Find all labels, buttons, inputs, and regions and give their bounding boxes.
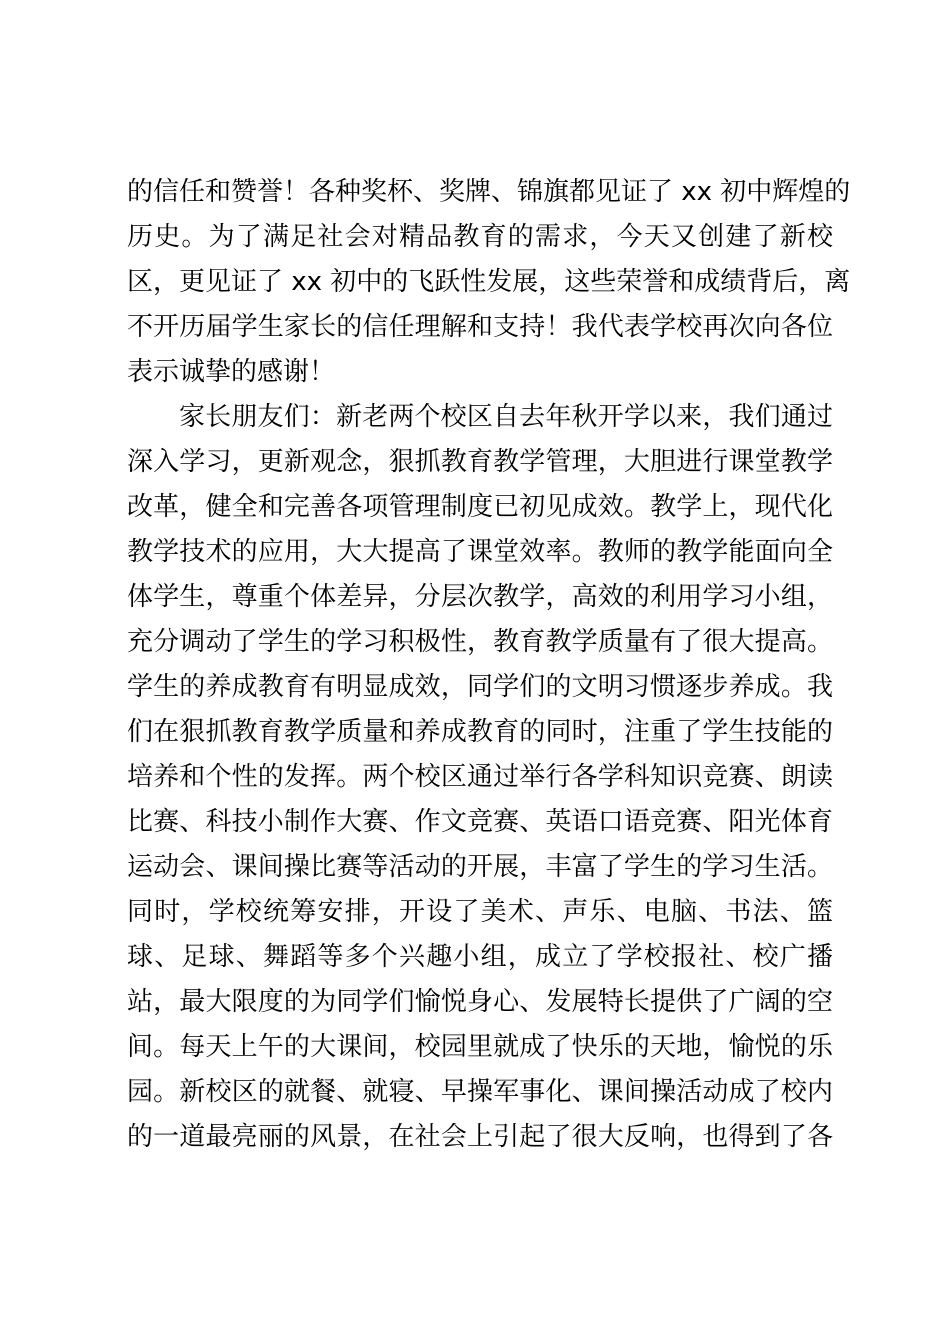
paragraph-2-line-11: 运动会、课间操比赛等活动的开展，丰富了学生的学习生活。 bbox=[127, 852, 833, 882]
paragraph-1-line-2: 历史。为了满足社会对精品教育的需求，今天又创建了新校 bbox=[127, 222, 833, 252]
paragraph-2-line-6: 充分调动了学生的学习积极性，教育教学质量有了很大提高。 bbox=[127, 627, 833, 657]
paragraph-2-line-14: 站，最大限度的为同学们愉悦身心、发展特长提供了广阔的空 bbox=[127, 987, 833, 1017]
paragraph-2-line-5: 体学生，尊重个体差异，分层次教学，高效的利用学习小组， bbox=[127, 582, 833, 612]
paragraph-1-line-5: 表示诚挚的感谢！ bbox=[127, 357, 336, 387]
paragraph-2-line-3: 改革，健全和完善各项管理制度已初见成效。教学上，现代化 bbox=[127, 492, 833, 522]
paragraph-1-line-1: 的信任和赞誉！各种奖杯、奖牌、锦旗都见证了 xx 初中辉煌的 bbox=[127, 177, 851, 207]
paragraph-2-line-9: 培养和个性的发挥。两个校区通过举行各学科知识竞赛、朗读 bbox=[127, 762, 833, 792]
paragraph-1-line-3: 区，更见证了 xx 初中的飞跃性发展，这些荣誉和成绩背后，离 bbox=[127, 267, 851, 297]
paragraph-2-line-1: 家长朋友们：新老两个校区自去年秋开学以来，我们通过 bbox=[179, 402, 833, 432]
paragraph-2-line-8: 们在狠抓教育教学质量和养成教育的同时，注重了学生技能的 bbox=[127, 717, 833, 747]
paragraph-2-line-2: 深入学习，更新观念，狠抓教育教学管理，大胆进行课堂教学 bbox=[127, 447, 833, 477]
paragraph-2-line-4: 教学技术的应用，大大提高了课堂效率。教师的教学能面向全 bbox=[127, 537, 833, 567]
paragraph-2-line-7: 学生的养成教育有明显成效，同学们的文明习惯逐步养成。我 bbox=[127, 672, 833, 702]
paragraph-2-line-15: 间。每天上午的大课间，校园里就成了快乐的天地，愉悦的乐 bbox=[127, 1032, 833, 1062]
paragraph-2-line-12: 同时，学校统筹安排，开设了美术、声乐、电脑、书法、篮 bbox=[127, 897, 833, 927]
document-body bbox=[127, 170, 851, 1160]
paragraph-2-line-10: 比赛、科技小制作大赛、作文竞赛、英语口语竞赛、阳光体育 bbox=[127, 807, 833, 837]
paragraph-2-line-13: 球、足球、舞蹈等多个兴趣小组，成立了学校报社、校广播 bbox=[127, 942, 833, 972]
paragraph-2-line-16: 园。新校区的就餐、就寝、早操军事化、课间操活动成了校内 bbox=[127, 1077, 833, 1107]
paragraph-2-line-17: 的一道最亮丽的风景，在社会上引起了很大反响，也得到了各 bbox=[127, 1122, 833, 1152]
paragraph-1-line-4: 不开历届学生家长的信任理解和支持！我代表学校再次向各位 bbox=[127, 312, 833, 342]
